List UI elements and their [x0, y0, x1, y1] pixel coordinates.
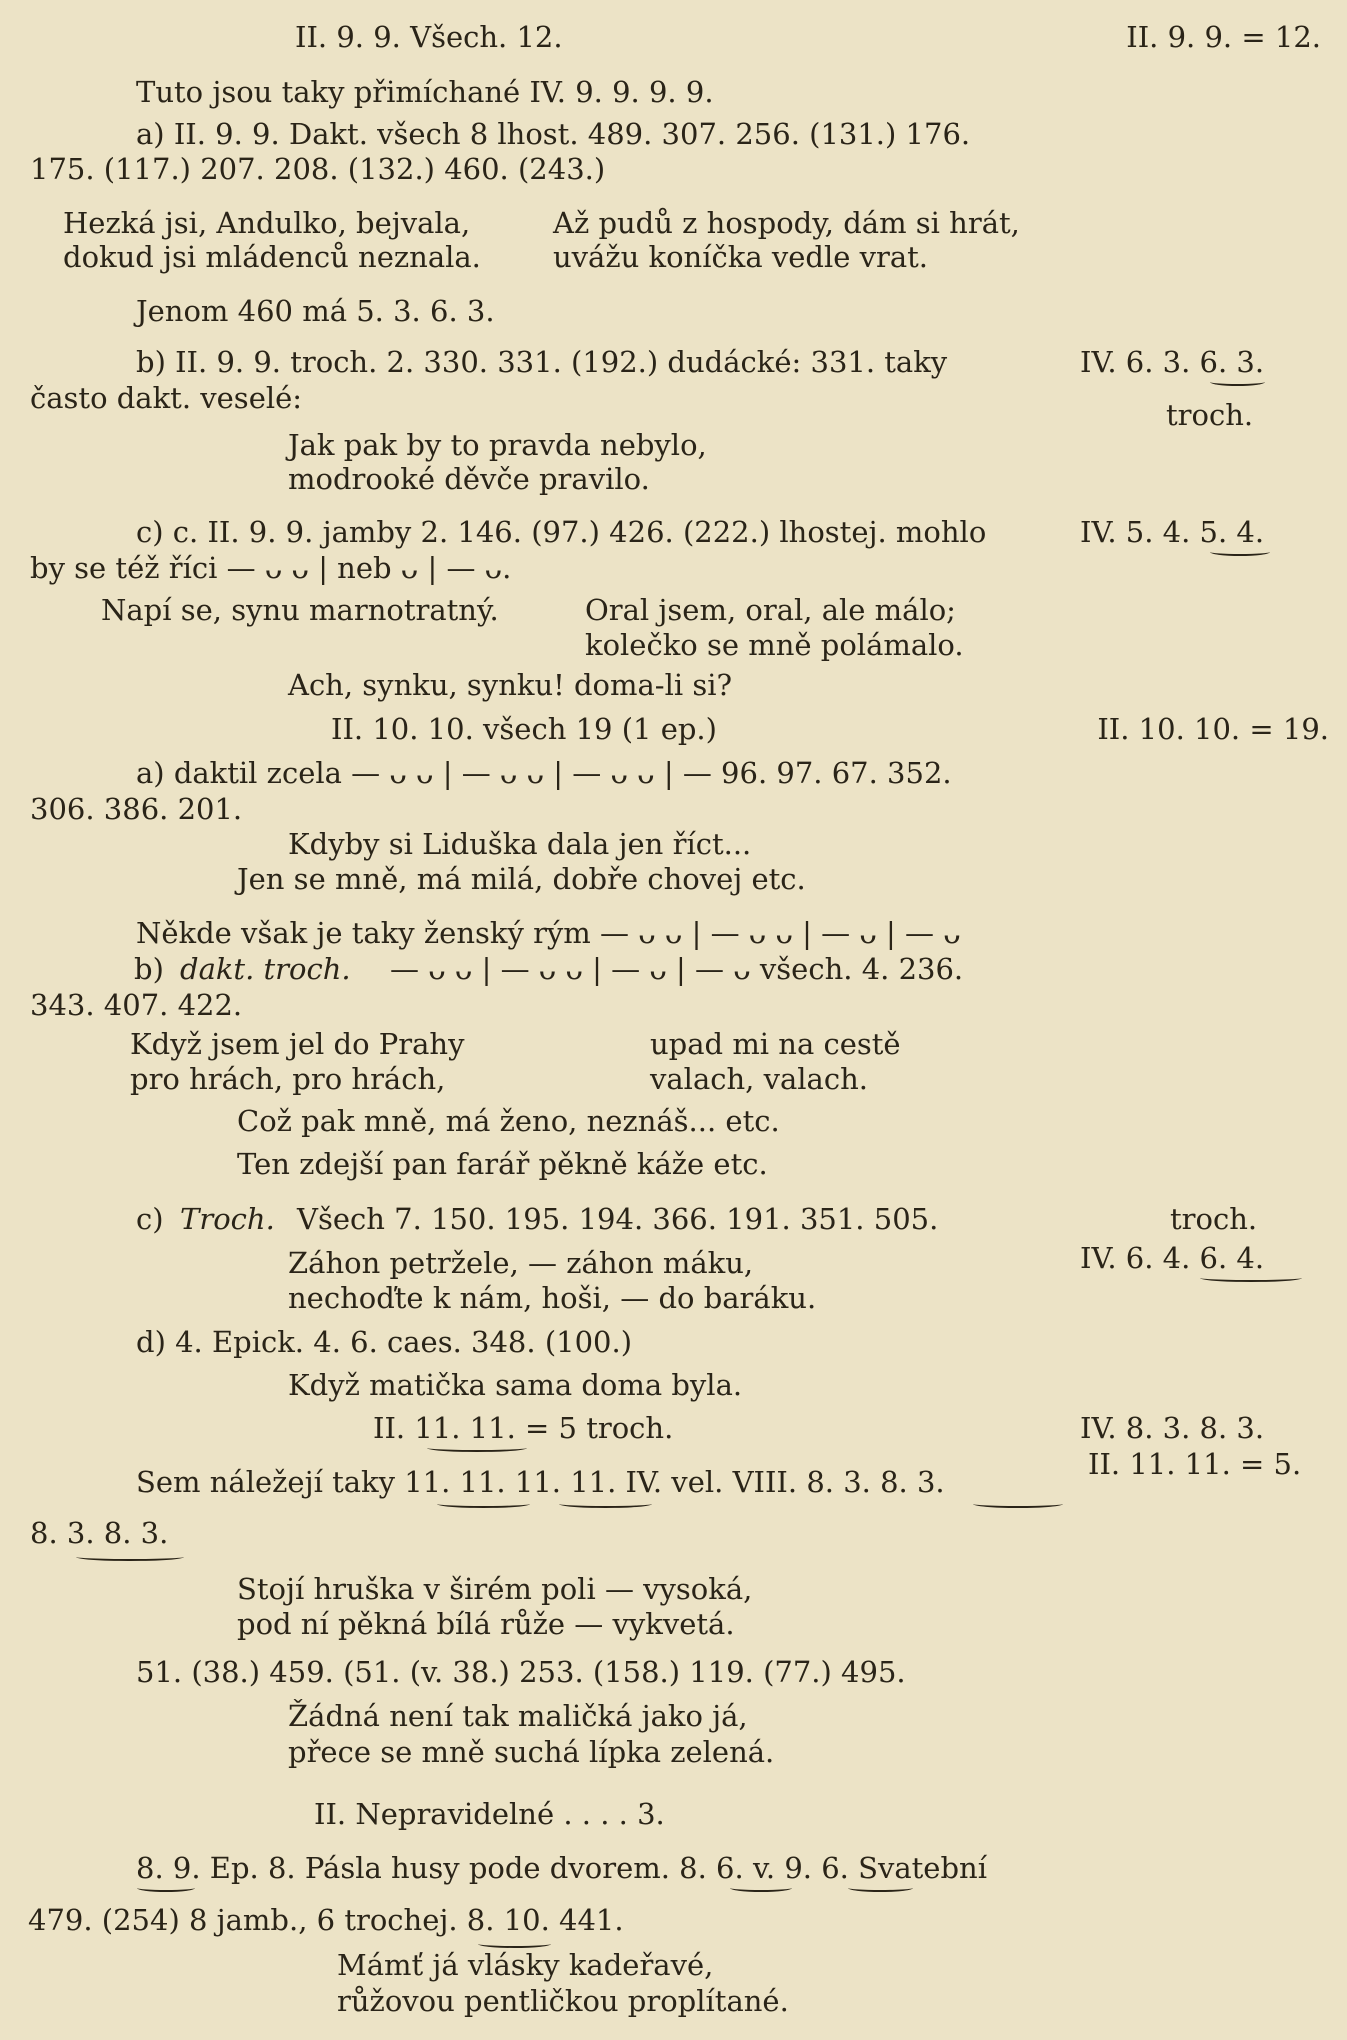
- verse-line: pro hrách, pro hrách,: [130, 1062, 446, 1096]
- ligature-arc: [137, 1884, 195, 1892]
- ligature-arc: [848, 1884, 913, 1892]
- text-line: Všech 7. 150. 195. 194. 366. 191. 351. 505.: [297, 1202, 939, 1236]
- verse-line: Záhon petržele, — záhon máku,: [288, 1246, 754, 1280]
- verse-line: Hezká jsi, Andulko, bejvala,: [63, 206, 471, 240]
- verse-line: přece se mně suchá lípka zelená.: [288, 1735, 775, 1769]
- verse-line: Kdyby si Liduška dala jen říct...: [288, 827, 752, 861]
- margin-note: IV. 6. 4. 6. 4.: [1080, 1241, 1265, 1275]
- ligature-arc: [1210, 548, 1270, 556]
- margin-note: IV. 8. 3. 8. 3.: [1080, 1411, 1265, 1445]
- verse-line: Ten zdejší pan farář pěkně káže etc.: [237, 1147, 768, 1181]
- verse-line: upad mi na cestě: [650, 1027, 901, 1061]
- verse-line: Ach, synku, synku! doma-li si?: [288, 668, 733, 702]
- verse-line: Což pak mně, má ženo, neznáš... etc.: [237, 1104, 780, 1138]
- verse-line: Jen se mně, má milá, dobře chovej etc.: [237, 862, 806, 896]
- text-line: 343. 407. 422.: [30, 988, 243, 1022]
- text-line-italic: dakt. troch.: [180, 952, 351, 986]
- verse-line: Žádná není tak maličká jako já,: [288, 1699, 748, 1733]
- ligature-arc: [437, 1500, 530, 1508]
- text-line: a) II. 9. 9. Dakt. všech 8 lhost. 489. 307. 256. (131.) 176.: [136, 117, 971, 151]
- margin-note: troch.: [1170, 1202, 1258, 1236]
- ligature-arc: [1200, 1274, 1302, 1282]
- margin-note-11-11: II. 11. 11. = 5.: [1088, 1447, 1302, 1481]
- text-line-italic: Troch.: [180, 1202, 275, 1236]
- section-heading-9-9: II. 9. 9. Všech. 12.: [295, 20, 563, 54]
- verse-line: pod ní pěkná bílá růže — vykvetá.: [237, 1607, 735, 1641]
- margin-note-10-10: II. 10. 10. = 19.: [1097, 712, 1329, 746]
- section-heading-11-11: II. 11. 11. = 5 troch.: [373, 1411, 674, 1445]
- text-line: c) c. II. 9. 9. jamby 2. 146. (97.) 426. (222.) lhostej. mohlo: [136, 515, 987, 549]
- verse-line: Až pudů z hospody, dám si hrát,: [553, 206, 1020, 240]
- ligature-arc: [559, 1500, 652, 1508]
- text-line: d) 4. Epick. 4. 6. caes. 348. (100.): [136, 1325, 633, 1359]
- text-line: 175. (117.) 207. 208. (132.) 460. (243.): [30, 152, 606, 186]
- verse-line: nechoďte k nám, hoši, — do baráku.: [288, 1281, 817, 1315]
- text-line: Někde však je taky ženský rým — ᴗ ᴗ | — ᴗ ᴗ | — ᴗ | — ᴗ: [136, 916, 961, 950]
- verse-line: kolečko se mně polámalo.: [585, 628, 964, 662]
- text-line-label: c): [136, 1202, 164, 1236]
- text-line: by se též říci — ᴗ ᴗ | neb ᴗ | — ᴗ.: [30, 551, 512, 585]
- margin-note: IV. 5. 4. 5. 4.: [1080, 515, 1265, 549]
- ligature-arc: [478, 1940, 551, 1948]
- ligature-arc: [1210, 378, 1265, 386]
- text-line-label: b): [134, 952, 164, 986]
- text-line: 479. (254) 8 jamb., 6 trochej. 8. 10. 441.: [28, 1903, 624, 1937]
- margin-note-9-9: II. 9. 9. = 12.: [1126, 20, 1321, 54]
- verse-line: Mámť já vlásky kadeřavé,: [337, 1948, 714, 1982]
- text-line: 306. 386. 201.: [30, 792, 243, 826]
- verse-line: modrooké děvče pravilo.: [288, 462, 650, 496]
- verse-line: Když jsem jel do Prahy: [130, 1027, 465, 1061]
- verse-line: růžovou pentličkou proplítané.: [337, 1984, 789, 2018]
- verse-line: Stojí hruška v širém poli — vysoká,: [237, 1572, 753, 1606]
- text-line: b) II. 9. 9. troch. 2. 330. 331. (192.) dudácké: 331. taky: [136, 345, 948, 379]
- text-line: — ᴗ ᴗ | — ᴗ ᴗ | — ᴗ | — ᴗ všech. 4. 236.: [390, 952, 964, 986]
- text-line: Tuto jsou taky přimíchané IV. 9. 9. 9. 9.: [136, 75, 714, 109]
- text-line: 8. 3. 8. 3.: [30, 1516, 169, 1550]
- margin-note: IV. 6. 3. 6. 3.: [1080, 345, 1265, 379]
- verse-line: valach, valach.: [650, 1062, 868, 1096]
- verse-line: Napí se, synu marnotratný.: [101, 593, 499, 627]
- section-heading-10-10: II. 10. 10. všech 19 (1 ep.): [331, 712, 717, 746]
- ligature-arc: [427, 1444, 527, 1452]
- text-line: a) daktil zcela — ᴗ ᴗ | — ᴗ ᴗ | — ᴗ ᴗ | — 96. 97. 67. 352.: [136, 756, 952, 790]
- verse-line: Jak pak by to pravda nebylo,: [288, 428, 707, 462]
- text-line: 51. (38.) 459. (51. (v. 38.) 253. (158.) 119. (77.) 495.: [136, 1655, 906, 1689]
- ligature-arc: [730, 1884, 792, 1892]
- text-line: Jenom 460 má 5. 3. 6. 3.: [136, 294, 495, 328]
- margin-note: troch.: [1166, 398, 1254, 432]
- ligature-arc: [76, 1553, 184, 1561]
- section-heading-nepravidelne: II. Nepravidelné . . . . 3.: [314, 1797, 665, 1831]
- text-line: Sem náležejí taky 11. 11. 11. 11. IV. vel. VIII. 8. 3. 8. 3.: [136, 1465, 945, 1499]
- verse-line: Oral jsem, oral, ale málo;: [585, 593, 956, 627]
- verse-line: dokud jsi mládenců neznala.: [63, 240, 481, 274]
- text-line: 8. 9. Ep. 8. Pásla husy pode dvorem. 8. 6. v. 9. 6. Svatební: [136, 1851, 987, 1885]
- ligature-arc: [973, 1500, 1063, 1508]
- text-line: často dakt. veselé:: [30, 381, 303, 415]
- verse-line: Když matička sama doma byla.: [288, 1368, 743, 1402]
- verse-line: uvážu koníčka vedle vrat.: [553, 240, 929, 274]
